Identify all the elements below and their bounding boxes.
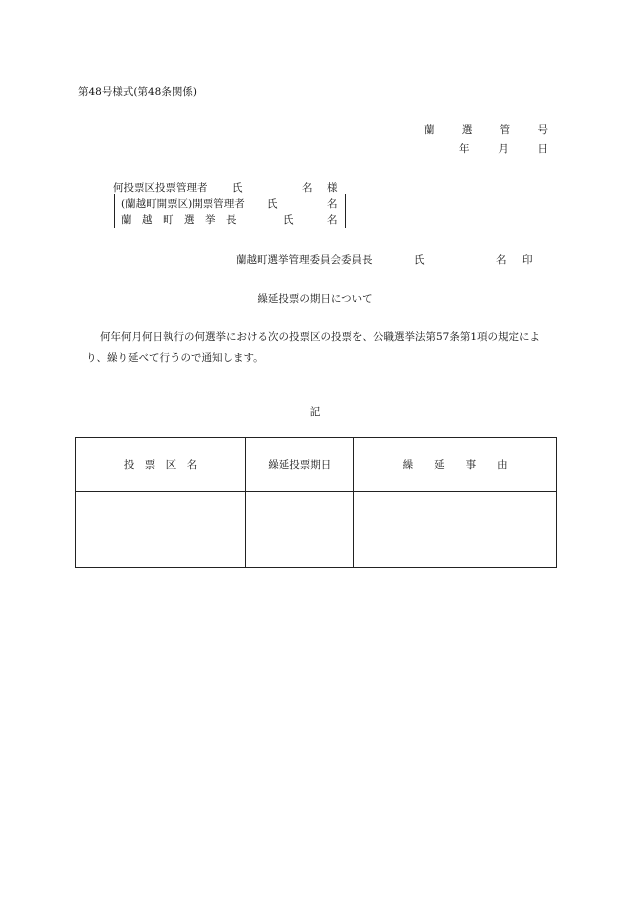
ki-label: 記 <box>309 406 321 418</box>
sender-name-char: 名 <box>496 254 507 266</box>
alt-addressee-surname-char: 氏 <box>267 198 278 210</box>
issue-number-char: 選 <box>461 124 473 136</box>
alt-addressee-title: 蘭 越 町 選 挙 長 <box>121 214 237 226</box>
alt-addressee-title: (蘭越町開票区)開票管理者 <box>121 198 245 210</box>
alt-addressee-row <box>121 212 341 227</box>
date-year: 年 <box>459 143 470 155</box>
issue-number-char: 管 <box>499 124 511 136</box>
header-postponement-reason: 繰 延 事 由 <box>354 438 557 492</box>
table-row <box>76 492 557 568</box>
addressee-title: 何投票区投票管理者 <box>113 182 208 194</box>
cell-voting-district <box>76 492 246 568</box>
addressee-honorific: 様 <box>327 182 338 194</box>
schedule-table <box>75 437 557 568</box>
alt-addressee-name-char: 名 <box>327 214 338 226</box>
header-voting-district: 投 票 区 名 <box>76 438 246 492</box>
header-postponed-date: 繰延投票期日 <box>246 438 354 492</box>
issue-number-char: 号 <box>537 124 548 136</box>
alt-addressee-row <box>121 196 341 211</box>
date-day: 日 <box>537 143 548 155</box>
body-paragraph: 何年何月何日執行の何選挙における次の投票区の投票を、公職選挙法第57条第1項の規定により、繰り延べて行うので通知します。 <box>86 331 541 364</box>
alt-addressee-bracket <box>114 194 346 228</box>
cell-postponement-reason <box>354 492 557 568</box>
addressee-name-char: 名 <box>302 182 313 194</box>
table-header-row <box>76 438 557 492</box>
issue-number <box>424 122 548 137</box>
document-title: 繰延投票の期日について <box>257 293 373 305</box>
alt-addressee-name-char: 名 <box>327 198 338 210</box>
form-label: 第48号様式(第48条関係) <box>78 86 197 98</box>
issue-number-char: 蘭 <box>424 124 435 136</box>
cell-postponed-date <box>246 492 354 568</box>
addressee-surname-char: 氏 <box>232 182 243 194</box>
alt-addressee-surname-char: 氏 <box>283 214 294 226</box>
seal-mark: 印 <box>522 254 533 266</box>
date-month: 月 <box>498 143 509 155</box>
issue-date <box>459 141 548 156</box>
sender-surname-char: 氏 <box>414 254 425 266</box>
sender-title: 蘭越町選挙管理委員会委員長 <box>236 254 373 266</box>
